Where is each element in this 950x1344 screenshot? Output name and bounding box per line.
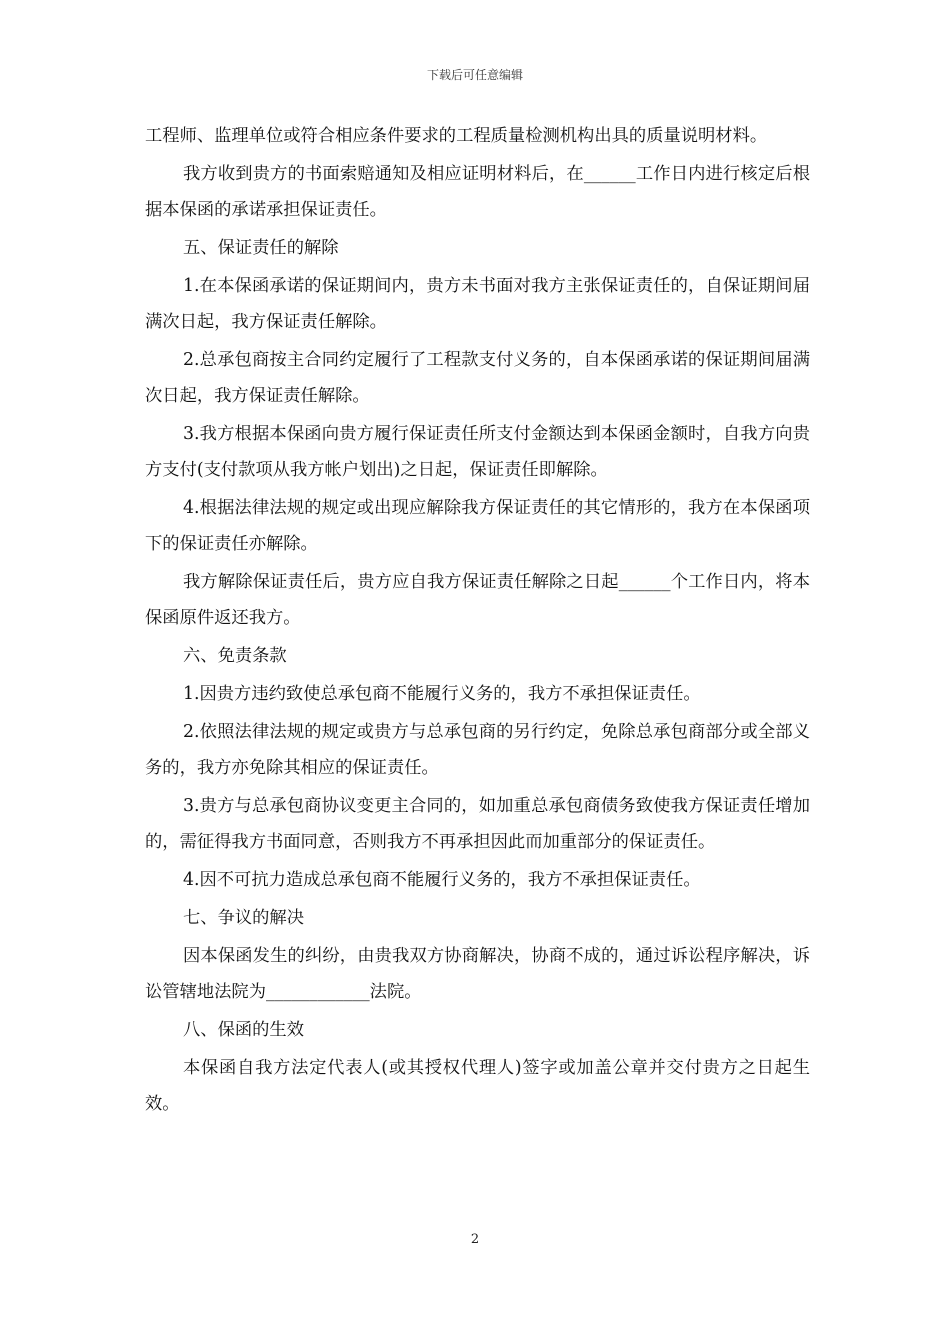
paragraph: 我方收到贵方的书面索赔通知及相应证明材料后，在______工作日内进行核定后根据本保函的承诺承担保证责任。 — [145, 164, 810, 220]
paragraph: 2.依照法律法规的规定或贵方与总承包商的另行约定，免除总承包商部分或全部义务的，我方亦免除其相应的保证责任。 — [145, 722, 810, 778]
paragraph: 我方解除保证责任后，贵方应自我方保证责任解除之日起______个工作日内，将本保函原件返还我方。 — [145, 572, 810, 628]
section-heading: 八、保函的生效 — [183, 1020, 304, 1040]
paragraph: 1.在本保函承诺的保证期间内，贵方未书面对我方主张保证责任的，自保证期间届满次日起，我方保证责任解除。 — [145, 276, 810, 332]
paragraph: 3.我方根据本保函向贵方履行保证责任所支付金额达到本保函金额时，自我方向贵方支付(支付款项从我方帐户划出)之日起，保证责任即解除。 — [145, 424, 810, 480]
header-note: 下载后可任意编辑 — [426, 68, 523, 82]
page-number: 2 — [470, 1232, 480, 1247]
section-heading: 七、争议的解决 — [183, 908, 304, 928]
section-heading: 六、免责条款 — [183, 646, 287, 666]
paragraph: 因本保函发生的纠纷，由贵我双方协商解决，协商不成的，通过诉讼程序解决，诉讼管辖地法院为____________法院。 — [145, 946, 810, 1002]
paragraph: 2.总承包商按主合同约定履行了工程款支付义务的，自本保函承诺的保证期间届满次日起，我方保证责任解除。 — [145, 350, 810, 406]
section-heading: 五、保证责任的解除 — [183, 238, 339, 258]
paragraph: 工程师、监理单位或符合相应条件要求的工程质量检测机构出具的质量说明材料。 — [145, 126, 768, 146]
document-body — [145, 118, 810, 1124]
paragraph: 本保函自我方法定代表人(或其授权代理人)签字或加盖公章并交付贵方之日起生效。 — [145, 1058, 810, 1114]
paragraph: 3.贵方与总承包商协议变更主合同的，如加重总承包商债务致使我方保证责任增加的，需征得我方书面同意，否则我方不再承担因此而加重部分的保证责任。 — [145, 796, 810, 852]
paragraph: 1.因贵方违约致使总承包商不能履行义务的，我方不承担保证责任。 — [183, 684, 701, 704]
paragraph: 4.因不可抗力造成总承包商不能履行义务的，我方不承担保证责任。 — [183, 870, 701, 890]
paragraph: 4.根据法律法规的规定或出现应解除我方保证责任的其它情形的，我方在本保函项下的保证责任亦解除。 — [145, 498, 810, 554]
